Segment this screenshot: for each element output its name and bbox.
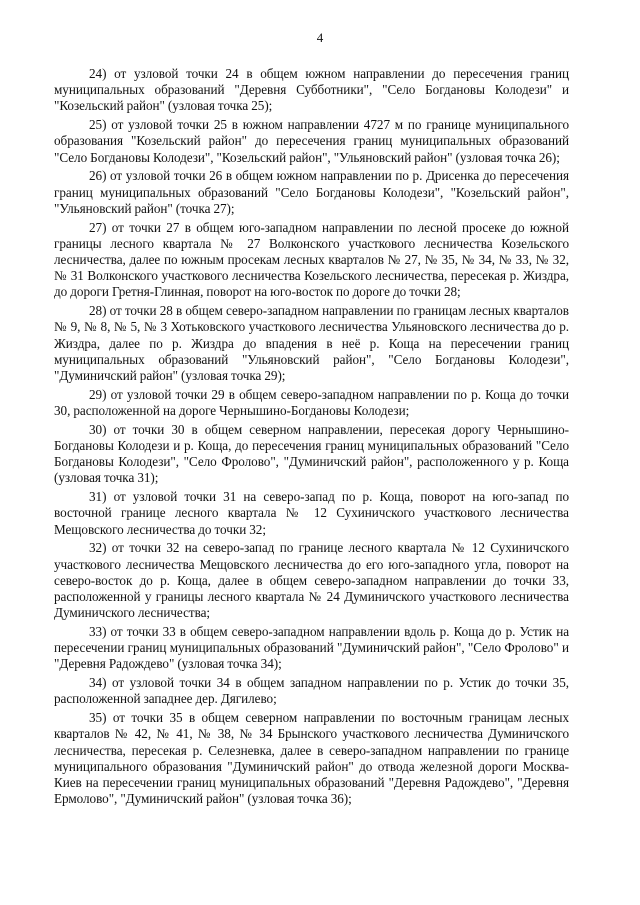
boundary-paragraph-34: 34) от узловой точки 34 в общем западном направлении по р. Устик до точки 35, расположенной западнее дер. Дягилево; [54, 675, 569, 707]
boundary-paragraph-33: 33) от точки 33 в общем северо-западном направлении вдоль р. Коща до р. Устик на пересечении границ муниципальных образований "Думиничский район", "Село Фролово" и "Деревня Радождево" (узловая точка 34); [54, 624, 569, 672]
boundary-paragraph-28: 28) от точки 28 в общем северо-западном направлении по границам лесных кварталов № 9, № 8, № 5, № 3 Хотьковского участкового лесничества Ульяновского лесничества до р. Жиздра, далее по р. Жиздра до впадения в неё р. Коща на пересечении границ муниципальных образований "Ульяновский район", "Село Богдановы Колодези", "Думиничский район" (узловая точка 29); [54, 303, 569, 384]
boundary-paragraph-35: 35) от точки 35 в общем северном направлении по восточным границам лесных кварталов № 42, № 41, № 38, № 34 Брынского участкового лесничества Думиничского лесничества, пересекая р. Селезневка, далее в северо-западном направлении по границе муниципального образования "Думиничский район" до отвода железной дороги Москва-Киев на пересечении границ муниципальных образований "Деревня Радождево", "Деревня Ермолово", "Думиничский район" (узловая точка 36); [54, 710, 569, 807]
document-body [54, 66, 569, 810]
boundary-paragraph-30: 30) от точки 30 в общем северном направлении, пересекая дорогу Чернышино-Богдановы Колодези и р. Коща, до пересечения границ муниципальных образований "Село Богдановы Колодези", "Село Фролово", "Думиничский район", расположенного у р. Коща (узловая точка 31); [54, 421, 569, 486]
boundary-paragraph-25: 25) от узловой точки 25 в южном направлении 4727 м по границе муниципального образования "Козельский район" до пересечения границ муниципальных образований "Село Богдановы Колодези", "Козельский район", "Ульяновский район" (узловая точка 26); [54, 117, 569, 165]
boundary-paragraph-32: 32) от точки 32 на северо-запад по границе лесного квартала № 12 Сухиничского участкового лесничества Мещовского лесничества до его юго-западного угла, поворот на северо-восток до р. Коща, далее в общем северо-западном направлении до точки 33, расположенной у границы лесного квартала № 24 Думиничского участкового лесничества Думиничского лесничества; [54, 540, 569, 621]
boundary-paragraph-26: 26) от узловой точки 26 в общем южном направлении по р. Дрисенка до пересечения границ муниципальных образований "Село Богдановы Колодези", "Козельский район", "Ульяновский район" (точка 27); [54, 168, 569, 216]
boundary-paragraph-24: 24) от узловой точки 24 в общем южном направлении до пересечения границ муниципальных образований "Деревня Субботники", "Село Богдановы Колодези" и "Козельский район" (узловая точка 25); [54, 66, 569, 114]
boundary-paragraph-27: 27) от точки 27 в общем юго-западном направлении по лесной просеке до южной границы лесного квартала № 27 Волконского участкового лесничества Козельского лесничества, далее по южным просекам лесных кварталов № 27, № 35, № 34, № 33, № 32, № 31 Волконского участкового лесничества Козельского лесничества, пересекая р. Жиздра, до дороги Гретня-Глинная, поворот на юго-восток по дороге до точки 28; [54, 219, 569, 300]
boundary-paragraph-29: 29) от узловой точки 29 в общем северо-западном направлении по р. Коща до точки 30, расположенной на дороге Чернышино-Богдановы Колодези; [54, 386, 569, 419]
page-number: 4 [316, 30, 324, 45]
boundary-paragraph-31: 31) от узловой точки 31 на северо-запад по р. Коща, поворот на юго-запад по восточной границе лесного квартала № 12 Сухиничского участкового лесничества Мещовского лесничества до точки 32; [54, 489, 569, 537]
